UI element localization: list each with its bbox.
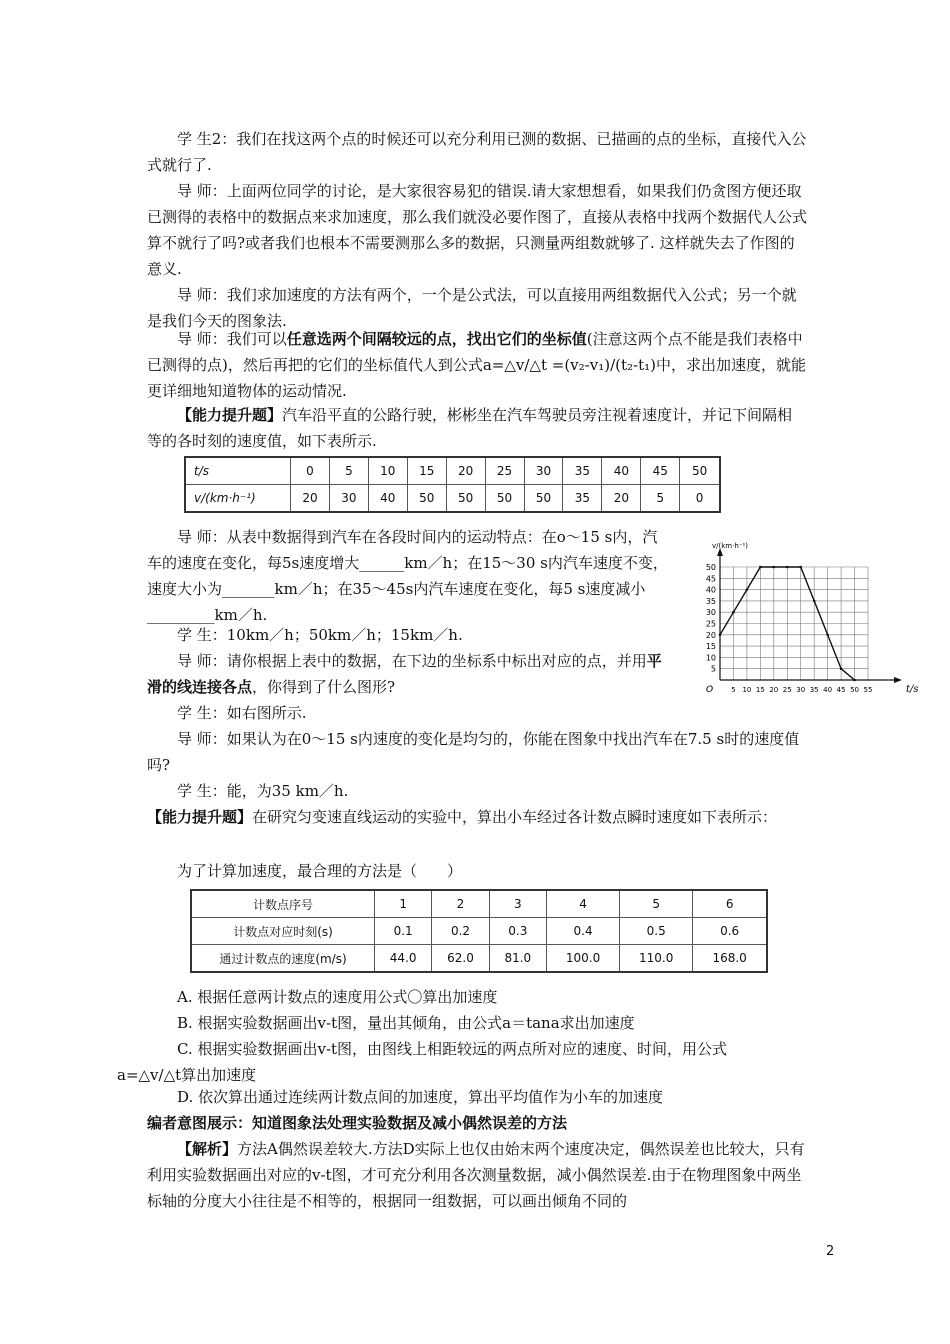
- option-a: A. 根据任意两计数点的速度用公式〇算出加速度: [177, 988, 498, 1006]
- teacher-3-text-c: (注意这两个点不能是我们表格中已测得的点)，然后再把的它们的坐标值代人到公式: [147, 330, 803, 374]
- table-cell: 100.0: [546, 945, 619, 973]
- table-header-index: 计数点序号: [191, 890, 375, 918]
- table-cell: 0.5: [620, 918, 693, 945]
- table-cell: 3: [489, 890, 546, 918]
- data-point: [732, 611, 735, 614]
- table-header-time: 计数点对应时刻(s): [191, 918, 375, 945]
- table-cell: 0.2: [432, 918, 489, 945]
- table-cell: 20: [446, 457, 485, 485]
- data-point: [853, 679, 856, 682]
- table-cell: 0.6: [693, 918, 767, 945]
- data-point: [786, 566, 789, 569]
- data-point: [799, 566, 802, 569]
- exercise-text: 汽车沿平直的公路行驶，彬彬坐在汽车驾驶员旁注视着速度计，并记下间隔相等的各时刻的速度值，如下表所示.: [147, 406, 793, 450]
- y-tick-label: 25: [705, 619, 716, 629]
- table-cell: 15: [407, 457, 446, 485]
- paragraph-exercise-1: [147, 402, 807, 454]
- x-tick-label: 45: [836, 686, 846, 694]
- teacher-3-text-d: 中，求出加速度，就能更详细地知道物体的运动情况.: [147, 356, 807, 400]
- paragraph-teacher-3: [147, 326, 807, 404]
- table-cell: 50: [524, 485, 563, 513]
- y-tick-label: 20: [705, 630, 716, 640]
- data-point: [826, 634, 829, 637]
- option-c: [117, 1036, 807, 1088]
- formula: a=△v/△t =(v₂-v₁)/(t₂-t₁): [482, 356, 656, 374]
- counter-table: [190, 889, 768, 973]
- paragraph-teacher-6: 导 师：如果认为在0～15 s内速度的变化是均匀的，你能在图象中找出汽车在7.5 s时的速度值吗?: [147, 730, 800, 774]
- y-tick-label: 40: [705, 585, 716, 595]
- table-cell: 1: [375, 890, 432, 918]
- x-tick-label: 55: [863, 686, 873, 694]
- paragraph-student-answer: 学 生：10km／h；50km／h；15km／h.: [177, 626, 463, 644]
- teacher-3-highlight: 任意选两个间隔较远的点，找出它们的坐标值: [286, 330, 587, 348]
- table-cell: 50: [680, 457, 720, 485]
- x-tick-label: 25: [782, 686, 792, 694]
- exercise-2-text: 在研究匀变速直线运动的实验中，算出小车经过各计数点瞬时速度如下表所示：: [252, 808, 778, 826]
- velocity-time-graph: [684, 540, 944, 706]
- data-point: [719, 634, 722, 637]
- table-header-speed: 通过计数点的速度(m/s): [191, 945, 375, 973]
- analysis-label: 【解析】: [177, 1140, 238, 1158]
- table-cell: 81.0: [489, 945, 546, 973]
- data-point: [746, 588, 749, 591]
- y-tick-label: 35: [705, 596, 716, 606]
- table-cell: 35: [563, 485, 602, 513]
- table-cell: 0.3: [489, 918, 546, 945]
- table-cell: 0: [291, 457, 330, 485]
- option-d: D. 依次算出通过连续两计数点间的加速度，算出平均值作为小车的加速度: [177, 1088, 664, 1106]
- paragraph-exercise-2: [147, 804, 807, 830]
- table-cell: 20: [602, 485, 641, 513]
- teacher-5-highlight: 平滑的线连接各点: [147, 652, 662, 696]
- table-cell: 20: [291, 485, 330, 513]
- speed-table: [184, 456, 721, 513]
- x-tick-label: 50: [850, 686, 860, 694]
- teacher-3-text-a: 导 师：我们可以: [177, 330, 287, 348]
- table-row: [191, 945, 767, 973]
- y-tick-label: 30: [705, 608, 716, 618]
- x-tick-label: 10: [742, 686, 752, 694]
- paragraph-student2: 学 生2：我们在找这两个点的时候还可以充分利用已测的数据、已描画的点的坐标，直接代入公式就行了.: [147, 130, 807, 174]
- table-cell: 30: [329, 485, 368, 513]
- table-cell: 5: [641, 485, 680, 513]
- table-row: [185, 457, 720, 485]
- table-cell: 5: [620, 890, 693, 918]
- table-cell: 50: [485, 485, 524, 513]
- exercise-2-label: 【能力提升题】: [147, 808, 253, 826]
- data-point: [773, 566, 776, 569]
- table-cell: 44.0: [375, 945, 432, 973]
- table-cell: 62.0: [432, 945, 489, 973]
- table-row: [191, 890, 767, 918]
- editor-intent: 编者意图展示：知道图象法处理实验数据及减小偶然误差的方法: [147, 1114, 568, 1132]
- x-tick-label: 40: [823, 686, 833, 694]
- table-cell: 110.0: [620, 945, 693, 973]
- data-point: [759, 566, 762, 569]
- option-c-text-a: C. 根据实验数据画出v-t图，由图线上相距较远的两点所对应的速度、时间，用公式: [177, 1040, 728, 1058]
- table-cell: 45: [641, 457, 680, 485]
- paragraph-student-35: 学 生：能，为35 km／h.: [177, 782, 349, 800]
- x-tick-label: 5: [731, 686, 736, 694]
- y-axis-label: v/(km·h⁻¹): [712, 542, 748, 550]
- origin-label: O: [706, 685, 714, 695]
- table-cell: 5: [329, 457, 368, 485]
- y-tick-label: 15: [705, 642, 716, 652]
- y-tick-label: 10: [705, 653, 716, 663]
- table-cell: 10: [368, 457, 407, 485]
- table-header-v: v/(km·h⁻¹): [185, 485, 291, 513]
- paragraph-student-graph: 学 生：如右图所示.: [177, 704, 307, 722]
- teacher-5-text-c: ，你得到了什么图形?: [252, 678, 396, 696]
- table-row: [185, 485, 720, 513]
- analysis: [147, 1136, 807, 1214]
- paragraph-teacher-4: 导 师：从表中数据得到汽车在各段时间内的运动特点：在o～15 s内，汽车的速度在变化，每5s速度增大______km／h；在15～30 s内汽车速度不变，速度大小为_______km／h；在35～45s内汽车速度在变化，每5 s速度减小_________km／h.: [147, 528, 668, 624]
- option-c-text-b: a=△v/△t算出加速度: [117, 1066, 257, 1084]
- table-cell: 0.1: [375, 918, 432, 945]
- table-cell: 168.0: [693, 945, 767, 973]
- table-cell: 25: [485, 457, 524, 485]
- table-cell: 50: [407, 485, 446, 513]
- table-row: [191, 918, 767, 945]
- table-cell: 2: [432, 890, 489, 918]
- data-point: [840, 667, 843, 670]
- y-tick-label: 45: [705, 574, 716, 584]
- teacher-5-text-a: 导 师：请你根据上表中的数据，在下边的坐标系中标出对应的点，并用: [177, 652, 647, 670]
- table-cell: 4: [546, 890, 619, 918]
- option-b: B. 根据实验数据画出v-t图，量出其倾角，由公式a＝tana求出加速度: [177, 1014, 635, 1032]
- table-cell: 40: [602, 457, 641, 485]
- table-cell: 6: [693, 890, 767, 918]
- x-tick-label: 15: [755, 686, 765, 694]
- x-axis-label: t/s: [906, 684, 919, 695]
- table-cell: 35: [563, 457, 602, 485]
- y-tick-label: 50: [705, 563, 716, 572]
- x-tick-label: 20: [769, 686, 779, 694]
- x-axis-arrow: [894, 677, 902, 683]
- exercise-label: 【能力提升题】: [177, 406, 283, 424]
- table-cell: 40: [368, 485, 407, 513]
- question-stem: 为了计算加速度，最合理的方法是（ ）: [177, 862, 463, 880]
- table-cell: 0.4: [546, 918, 619, 945]
- paragraph-teacher-2: 导 师：我们求加速度的方法有两个，一个是公式法，可以直接用两组数据代入公式；另一个就是我们今天的图象法.: [147, 286, 797, 330]
- paragraph-teacher-1: 导 师：上面两位同学的讨论，是大家很容易犯的错误.请大家想想看，如果我们仍贪图方便还取已测得的表格中的数据点来求加速度，那么我们就没必要作图了，直接从表格中找两个数据代人公式算不就行了吗?或者我们也根本不需要测那么多的数据，只测量两组数就够了. 这样就失去了作图的意义.: [147, 182, 808, 278]
- table-header-t: t/s: [185, 457, 291, 485]
- table-cell: 30: [524, 457, 563, 485]
- table-cell: 50: [446, 485, 485, 513]
- x-tick-label: 30: [796, 686, 806, 694]
- paragraph-teacher-5: [147, 648, 671, 700]
- y-tick-label: 5: [710, 664, 716, 674]
- page-number: 2: [826, 1244, 835, 1259]
- table-cell: 0: [680, 485, 720, 513]
- data-point: [813, 600, 816, 603]
- analysis-text: 方法A偶然误差较大.方法D实际上也仅由始末两个速度决定，偶然误差也比较大，只有利用实验数据画出对应的v-t图，才可充分利用各次测量数据，减小偶然误差.由于在物理图象中两坐标轴的分度大小往往是不相等的，根据同一组数据，可以画出倾角不同的: [147, 1140, 805, 1210]
- x-tick-label: 35: [809, 686, 819, 694]
